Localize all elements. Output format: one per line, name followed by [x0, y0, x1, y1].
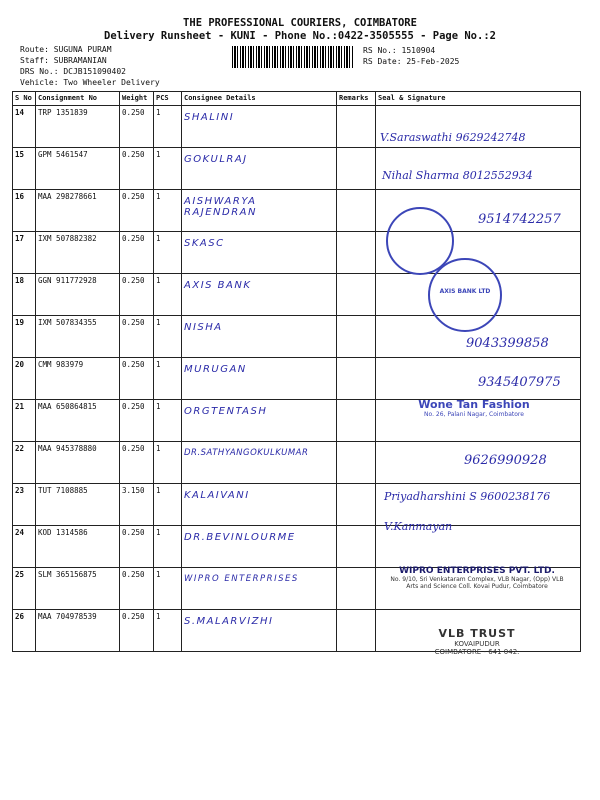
rs-date: RS Date: 25-Feb-2025 [363, 57, 460, 66]
cell-pcs: 1 [154, 190, 182, 232]
signature-3: 9514742257 [478, 212, 561, 227]
table-row [13, 526, 581, 568]
cell-pcs: 1 [154, 316, 182, 358]
vlb-trust-stamp [388, 627, 566, 656]
consignee-name: AISHWARYA RAJENDRAN [184, 196, 258, 218]
axis-bank-stamp [428, 258, 502, 332]
col-remarks: Remarks [337, 92, 376, 106]
cell-weight: 0.250 [120, 358, 154, 400]
axis-bank-stamp-text: AXIS BANK LTD [439, 288, 491, 295]
cell-weight: 0.250 [120, 442, 154, 484]
cell-pcs: 1 [154, 358, 182, 400]
cell-pcs: 1 [154, 400, 182, 442]
cell-consignment: SLM 365156875 [36, 568, 120, 610]
consignee-name: AXIS BANK [184, 280, 252, 291]
cell-remarks [337, 358, 376, 400]
cell-remarks [337, 106, 376, 148]
cell-consignee [182, 526, 337, 568]
cell-consignment: GPM 5461547 [36, 148, 120, 190]
cell-weight: 0.250 [120, 316, 154, 358]
cell-consignment: TRP 1351839 [36, 106, 120, 148]
cell-remarks [337, 568, 376, 610]
cell-remarks [337, 400, 376, 442]
rs-number: RS No.: 1510904 [363, 46, 436, 55]
col-weight: Weight [120, 92, 154, 106]
cell-weight: 0.250 [120, 106, 154, 148]
cell-consignment: GGN 911772928 [36, 274, 120, 316]
cell-pcs: 1 [154, 568, 182, 610]
signature-2: Nihal Sharma 8012552934 [382, 169, 533, 182]
cell-weight: 0.250 [120, 274, 154, 316]
cell-pcs: 1 [154, 442, 182, 484]
cell-sno: 23 [13, 484, 36, 526]
cell-weight: 0.250 [120, 400, 154, 442]
cell-sno: 18 [13, 274, 36, 316]
cell-consignee [182, 316, 337, 358]
consignee-name: SHALINI [184, 112, 235, 123]
runsheet-meta-right [363, 45, 459, 67]
cell-consignment: IXM 507834355 [36, 316, 120, 358]
cell-sno: 20 [13, 358, 36, 400]
cell-sno: 24 [13, 526, 36, 568]
cell-pcs: 1 [154, 106, 182, 148]
col-consignment: Consignment No [36, 92, 120, 106]
signature-8: V.Kanmayan [384, 520, 453, 533]
route: Route: SUGUNA PURAM [20, 45, 112, 54]
cell-sno: 26 [13, 610, 36, 652]
cell-remarks [337, 316, 376, 358]
cell-remarks [337, 442, 376, 484]
cell-consignment: CMM 983979 [36, 358, 120, 400]
table-row [13, 232, 581, 274]
consignee-name: NISHA [184, 322, 223, 333]
cell-pcs: 1 [154, 610, 182, 652]
cell-remarks [337, 610, 376, 652]
cell-remarks [337, 190, 376, 232]
tan-stamp-name: Wone Tan Fashion [418, 398, 530, 411]
cell-pcs: 1 [154, 484, 182, 526]
cell-consignment: TUT 7108885 [36, 484, 120, 526]
consignee-name: WIPRO ENTERPRISES [184, 574, 299, 584]
cell-consignee [182, 610, 337, 652]
cell-remarks [337, 526, 376, 568]
signature-6: 9626990928 [464, 453, 547, 468]
col-seal-signature: Seal & Signature [376, 92, 581, 106]
cell-consignee [182, 358, 337, 400]
cell-consignment: IXM 507882382 [36, 232, 120, 274]
cell-pcs: 1 [154, 526, 182, 568]
cell-sno: 17 [13, 232, 36, 274]
cell-remarks [337, 232, 376, 274]
cell-consignee [182, 400, 337, 442]
cell-consignment: KOD 1314586 [36, 526, 120, 568]
cell-sno: 25 [13, 568, 36, 610]
wone-tan-stamp [394, 398, 554, 418]
consignee-name: SKASC [184, 238, 225, 249]
cell-consignee [182, 232, 337, 274]
cell-pcs: 1 [154, 274, 182, 316]
drs-number: DRS No.: DCJB151090402 [20, 67, 126, 76]
barcode [232, 46, 354, 68]
consignee-name: MURUGAN [184, 364, 247, 375]
cell-sno: 15 [13, 148, 36, 190]
cell-sno: 14 [13, 106, 36, 148]
cell-consignee [182, 148, 337, 190]
col-sno: S No [13, 92, 36, 106]
cell-remarks [337, 148, 376, 190]
signature-4: 9043399858 [466, 336, 549, 351]
consignee-name: ORGTENTASH [184, 406, 268, 417]
wipro-stamp-addr: No. 9/10, Sri Venkataram Complex, VLB Nagar, (Opp) VLB Arts and Science Coll. Kovai Pudur, Coimbatore [390, 576, 564, 590]
company-title: THE PROFESSIONAL COURIERS, COIMBATORE [183, 17, 417, 29]
cell-pcs: 1 [154, 148, 182, 190]
signature-7: Priyadharshini S 9600238176 [384, 490, 551, 503]
cell-sno: 22 [13, 442, 36, 484]
cell-remarks [337, 274, 376, 316]
cell-consignment: MAA 298278661 [36, 190, 120, 232]
cell-consignee [182, 442, 337, 484]
vlb-stamp-addr1: KOVAIPUDUR [454, 640, 500, 648]
signature-5: 9345407975 [478, 375, 561, 390]
cell-sno: 21 [13, 400, 36, 442]
runsheet-subtitle: Delivery Runsheet - KUNI - Phone No.:0422-3505555 - Page No.:2 [104, 30, 496, 42]
cell-weight: 0.250 [120, 232, 154, 274]
cell-weight: 0.250 [120, 610, 154, 652]
wipro-stamp [388, 566, 566, 590]
consignee-name: S.MALARVIZHI [184, 616, 274, 627]
cell-weight: 0.250 [120, 568, 154, 610]
consignee-name: DR.BEVINLOURME [184, 532, 296, 543]
col-pcs: PCS [154, 92, 182, 106]
runsheet-meta-left [20, 44, 160, 88]
consignee-name: KALAIVANI [184, 490, 250, 501]
cell-consignment: MAA 945378880 [36, 442, 120, 484]
cell-consignment: MAA 650864815 [36, 400, 120, 442]
cell-weight: 0.250 [120, 526, 154, 568]
cell-sno: 16 [13, 190, 36, 232]
cell-remarks [337, 484, 376, 526]
cell-consignee [182, 484, 337, 526]
cell-pcs: 1 [154, 232, 182, 274]
consignee-name: GOKULRAJ [184, 154, 248, 165]
cell-sno: 19 [13, 316, 36, 358]
cell-consignee [182, 568, 337, 610]
vehicle: Vehicle: Two Wheeler Delivery [20, 78, 160, 87]
cell-weight: 0.250 [120, 190, 154, 232]
staff: Staff: SUBRAMANIAN [20, 56, 107, 65]
cell-consignee [182, 190, 337, 232]
cell-consignment: MAA 704978539 [36, 610, 120, 652]
cell-weight: 3.150 [120, 484, 154, 526]
cell-consignee [182, 274, 337, 316]
col-consignee: Consignee Details [182, 92, 337, 106]
vlb-stamp-name: VLB TRUST [438, 627, 516, 640]
vlb-stamp-addr2: COIMBATORE - 641 042. [434, 648, 520, 656]
signature-1: V.Saraswathi 9629242748 [380, 131, 526, 144]
tan-stamp-addr: No. 26, Palani Nagar, Coimbatore [424, 411, 524, 418]
wipro-stamp-name: WIPRO ENTERPRISES PVT. LTD. [399, 566, 555, 576]
consignee-name: DR.SATHYANGOKULKUMAR [184, 448, 309, 458]
cell-consignee [182, 106, 337, 148]
cell-weight: 0.250 [120, 148, 154, 190]
table-header-row [13, 92, 581, 106]
